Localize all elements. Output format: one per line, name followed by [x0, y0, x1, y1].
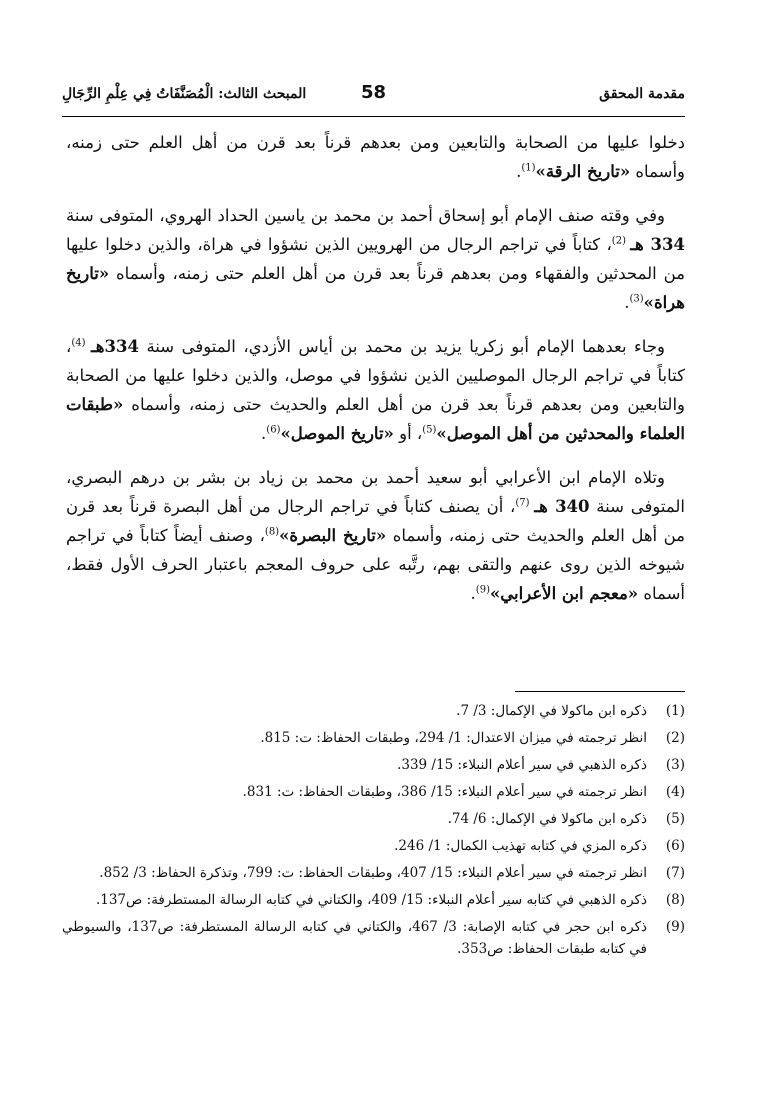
- footnote-number: (6): [665, 838, 685, 854]
- paragraph: وجاء بعدهما الإمام أبو زكريا يزيد بن محمد بن أياس الأزدي، المتوفى سنة 334هـ $^{(4)}$، كتاباً في تراجم الرجال الموصليين الذين نشؤوا في موصل، والذين دخلوا عليها من الصحابة والتابعين ومن بعدهم قرناً بعد قرن من أهل العلم والحديث حتى زمنه، وأسماه «طبقات العلماء والمحدثين من أهل الموصل»$^{(5)}$، أو «تاريخ الموصل»$^{(6)}$.: [66, 337, 685, 443]
- page-number: 58: [360, 82, 387, 103]
- footnote: [62, 754, 685, 776]
- footnote-divider: [515, 691, 685, 692]
- paragraph: دخلوا عليها من الصحابة والتابعين ومن بعدهم قرناً بعد قرن من أهل العلم حتى زمنه، وأسماه «تاريخ الرقة»$^{(1)}$.: [66, 133, 685, 181]
- death-year: 334هـ: [90, 337, 139, 356]
- footnote-text: انظر ترجمته في ميزان الاعتدال: 1/ 294، وطبقات الحفاظ: ت: 815.: [260, 730, 647, 746]
- running-header: [62, 82, 685, 112]
- footnote: [62, 862, 685, 884]
- footnote-text: ذكره المزي في كتابه تهذيب الكمال: 1/ 246.: [394, 838, 647, 854]
- footnote-text: ذكره الذهبي في كتابه سير أعلام النبلاء: 15/ 409، والكتاني في كتابه الرسالة المستطرفة: ص137.: [95, 892, 647, 908]
- header-chapter-title: مقدمة المحقق: [599, 86, 685, 102]
- footnote-ref: (9): [475, 584, 490, 596]
- footnote-text: ذكره ابن حجر في كتابه الإصابة: 3/ 467، والكتاني في كتابه الرسالة المستطرفة: ص137، والسيوطي في كتابه طبقات الحفاظ: ص353.: [62, 919, 648, 957]
- footnote: [62, 835, 685, 857]
- footnote-number: (4): [665, 784, 685, 800]
- main-text: [66, 128, 685, 623]
- header-section-title: المبحث الثالث: الْمُصَنَّفَاتُ فِي عِلْمِ الرِّجَالِ: [62, 86, 307, 102]
- book-title: «طبقات العلماء والمحدثين من أهل الموصل»: [66, 395, 685, 443]
- book-title: «تاريخ الموصل»: [280, 424, 394, 443]
- book-title: «تاريخ الرقة»: [535, 162, 631, 181]
- footnote-ref: (4): [71, 337, 91, 349]
- book-title: «تاريخ هراة»: [66, 264, 685, 312]
- death-year: 334 هـ: [630, 235, 685, 254]
- footnote-ref: (2): [611, 235, 631, 247]
- footnote-text: انظر ترجمته في سير أعلام النبلاء: 15/ 407، وطبقات الحفاظ: ت: 799، وتذكرة الحفاظ: 3/ 852.: [99, 865, 647, 881]
- footnote-text: ذكره ابن ماكولا في الإكمال: 6/ 74.: [447, 811, 647, 827]
- footnote: [62, 808, 685, 830]
- footnote: [62, 889, 685, 911]
- footnote: [62, 700, 685, 722]
- footnote-number: (1): [665, 703, 685, 719]
- death-year: 340 هـ: [534, 497, 590, 516]
- footnote-text: ذكره الذهبي في سير أعلام النبلاء: 15/ 339.: [397, 757, 647, 773]
- paragraph: وفي وقته صنف الإمام أبو إسحاق أحمد بن محمد بن ياسين الحداد الهروي، المتوفى سنة 334 هـ $^{(2)}$، كتاباً في تراجم الرجال من الهرويين الذين نشؤوا في هراة، والذين دخلوا عليها من المحدثين والفقهاء ومن بعدهم قرناً بعد قرن من أهل العلم حتى زمنه، وأسماه «تاريخ هراة»$^{(3)}$.: [66, 206, 685, 312]
- footnote-number: (9): [665, 919, 685, 935]
- footnote: [62, 727, 685, 749]
- footnote-text: ذكره ابن ماكولا في الإكمال: 3/ 7.: [456, 703, 647, 719]
- footnote-ref: (8): [264, 526, 280, 538]
- book-title: «معجم ابن الأعرابي»: [489, 584, 639, 603]
- footnote-text: انظر ترجمته في سير أعلام النبلاء: 15/ 386، وطبقات الحفاظ: ت: 831.: [242, 784, 647, 800]
- footnote-number: (8): [665, 892, 685, 908]
- footnotes: [62, 700, 685, 965]
- book-title: «تاريخ البصرة»: [279, 526, 387, 545]
- footnote-ref: (7): [515, 497, 535, 509]
- footnote-number: (7): [665, 865, 685, 881]
- footnote-number: (2): [665, 730, 685, 746]
- footnote-ref: (5): [422, 424, 437, 436]
- paragraph: وتلاه الإمام ابن الأعرابي أبو سعيد أحمد بن محمد بن زياد بن بشر بن درهم البصري، المتوفى سنة 340 هـ $^{(7)}$، أن يصنف كتاباً في تراجم الرجال من أهل البصرة قرناً بعد قرن من أهل العلم والحديث حتى زمنه، وأسماه «تاريخ البصرة»$^{(8)}$، وصنف أيضاً كتاباً في تراجم شيوخه الذين روى عنهم والتقى بهم، رتَّبه على حروف المعجم باعتبار الحرف الأول فقط، أسماه «معجم ابن الأعرابي»$^{(9)}$.: [66, 468, 685, 603]
- footnote-ref: (1): [521, 162, 536, 174]
- footnote: [62, 781, 685, 803]
- footnote-number: (5): [665, 811, 685, 827]
- header-divider: [62, 116, 685, 117]
- footnote-ref: (3): [629, 293, 644, 305]
- footnote-ref: (6): [266, 424, 281, 436]
- footnote: [62, 916, 685, 960]
- footnote-number: (3): [665, 757, 685, 773]
